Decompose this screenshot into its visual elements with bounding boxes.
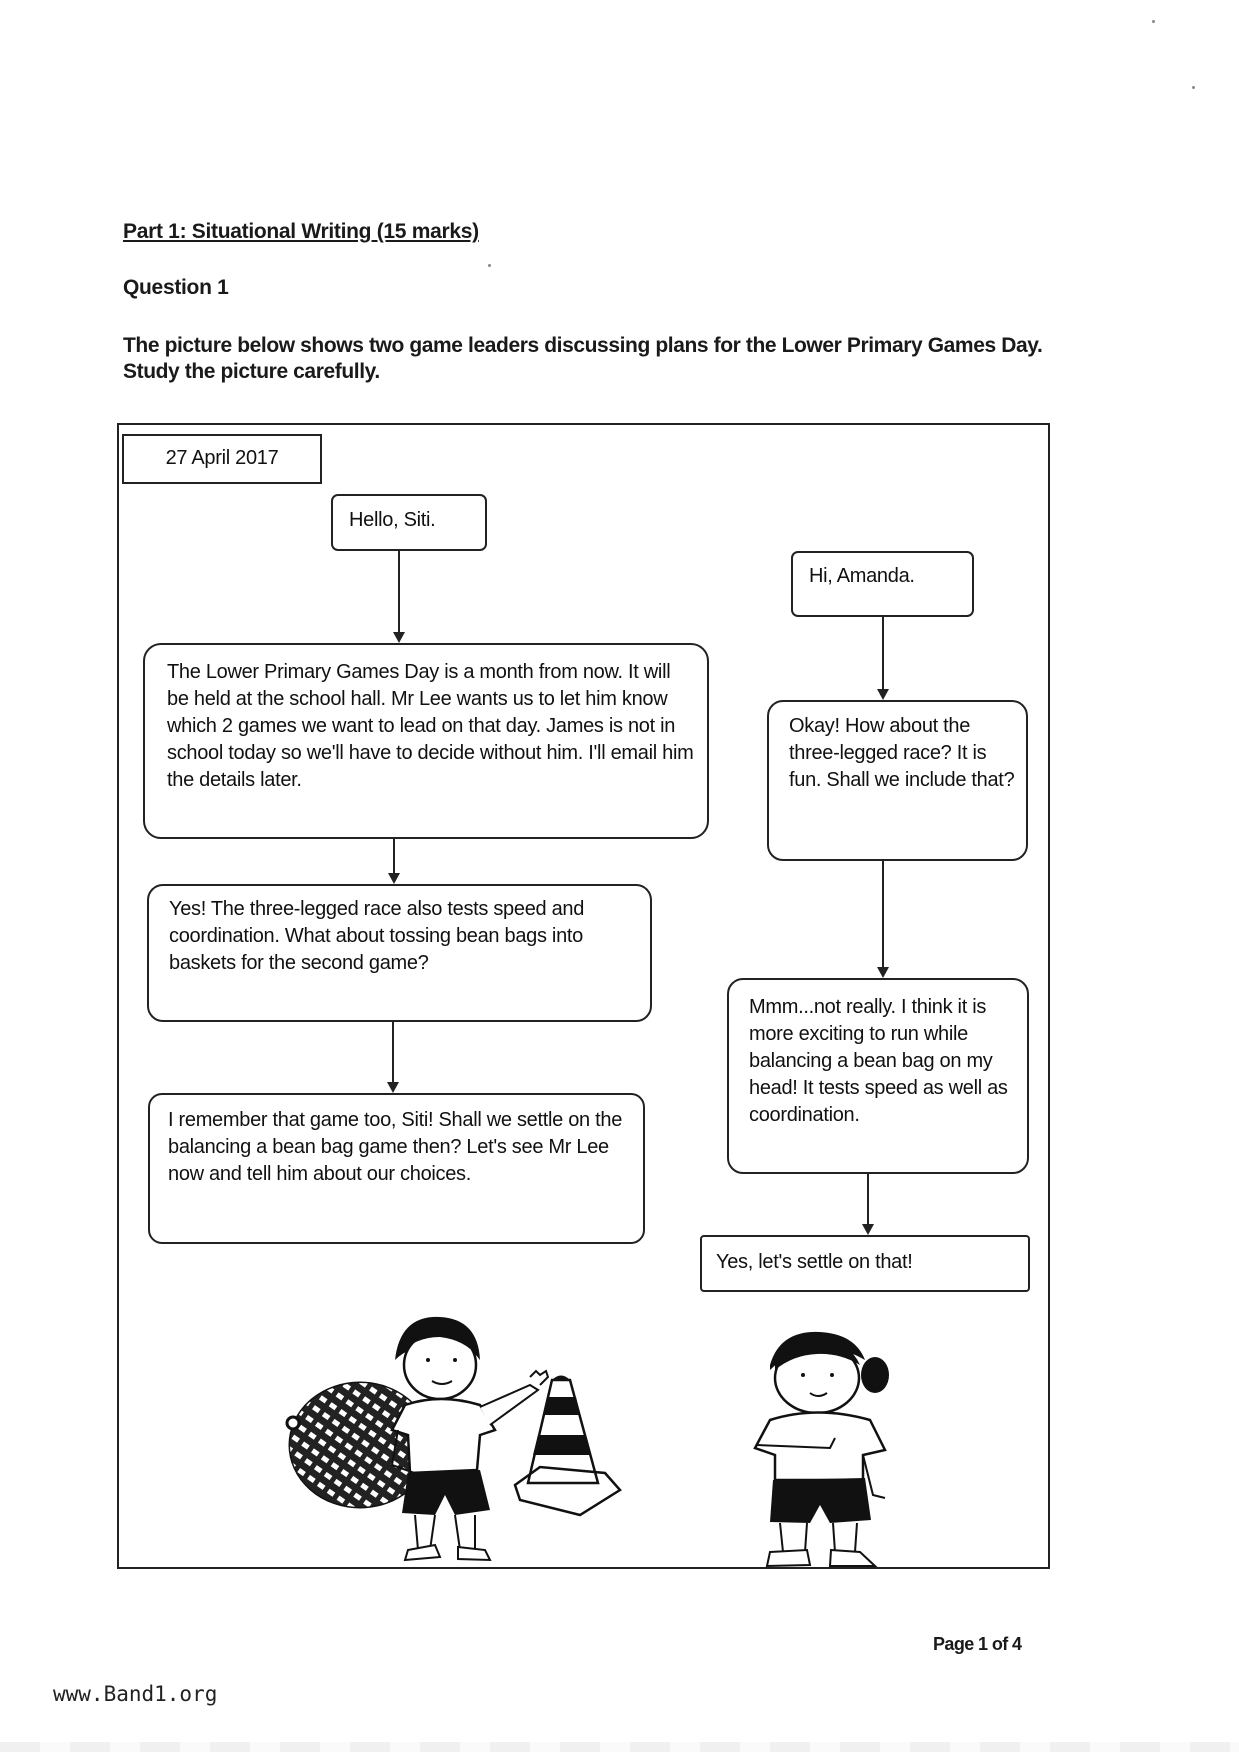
question-instructions: The picture below shows two game leaders discussing plans for the Lower Primary Games Day. Study the picture carefully.: [123, 334, 1043, 383]
question-label: Question 1: [123, 276, 229, 299]
arrow-down-icon: [877, 689, 889, 700]
speech-amanda-4: I remember that game too, Siti! Shall we settle on the balancing a bean bag game then? Let's see Mr Lee now and tell him about our choices.: [148, 1093, 645, 1244]
connector-line: [398, 551, 400, 632]
girl-figure-icon: [392, 1317, 548, 1560]
connector-line: [882, 617, 884, 689]
watermark-text: www.Band1.org: [53, 1682, 218, 1706]
arrow-down-icon: [862, 1224, 874, 1235]
scan-speck: [488, 264, 491, 267]
speech-siti-4: Yes, let's settle on that!: [700, 1235, 1030, 1292]
scan-speck: [1192, 86, 1195, 89]
speech-siti-1: Hi, Amanda.: [791, 551, 974, 617]
speech-siti-3: Mmm...not really. I think it is more exciting to run while balancing a bean bag on my head! It tests speed as well as coordination.: [727, 978, 1029, 1174]
arrow-down-icon: [393, 632, 405, 643]
scan-speck: [1152, 20, 1155, 23]
left-girl-illustration: [280, 1305, 640, 1570]
girl-with-ponytail-icon: [755, 1332, 889, 1566]
scan-artifact: [0, 1742, 1239, 1752]
connector-line: [867, 1174, 869, 1224]
right-girl-illustration: [735, 1320, 910, 1575]
part-title: Part 1: Situational Writing (15 marks): [123, 220, 479, 243]
connector-line: [393, 839, 395, 873]
arrow-down-icon: [877, 967, 889, 978]
arrow-down-icon: [388, 873, 400, 884]
date-box: 27 April 2017: [122, 434, 322, 484]
speech-amanda-1: Hello, Siti.: [331, 494, 487, 551]
connector-line: [882, 861, 884, 967]
speech-siti-2: Okay! How about the three-legged race? It is fun. Shall we include that?: [767, 700, 1028, 861]
connector-line: [392, 1022, 394, 1082]
page-indicator: Page 1 of 4: [933, 1634, 1022, 1654]
arrow-down-icon: [387, 1082, 399, 1093]
speech-amanda-2: The Lower Primary Games Day is a month from now. It will be held at the school hall. Mr Lee wants us to let him know which 2 games we want to lead on that day. James is not in school today so we'll have to decide without him. I'll email him the details later.: [143, 643, 709, 839]
speech-amanda-3: Yes! The three-legged race also tests speed and coordination. What about tossing bean bags into baskets for the second game?: [147, 884, 652, 1022]
